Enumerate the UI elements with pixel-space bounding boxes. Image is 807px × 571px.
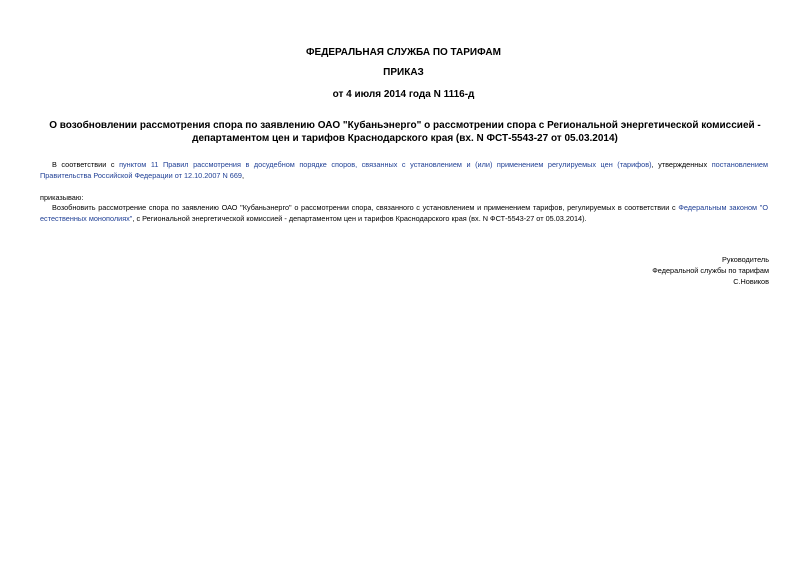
- paragraph-order-word: приказываю:: [40, 193, 84, 202]
- paragraph-order: [40, 203, 768, 224]
- paragraph-text: В соответствии с: [52, 160, 120, 169]
- paragraph-text: Возобновить рассмотрение спора по заявлению ОАО "Кубаньэнерго" о рассмотрении спора, связанного с установлением и применением тарифов, регулируемых в соответствии с: [52, 203, 679, 212]
- document-date-line: от 4 июля 2014 года N 1116-д: [332, 89, 475, 100]
- paragraph-text: , с Региональной энергетической комиссией - департаментом цен и тарифов Краснодарского края (вх. N ФСТ-5543-27 от 05.03.2014).: [132, 213, 587, 223]
- document-type-heading: ПРИКАЗ: [383, 67, 424, 78]
- organization-heading: ФЕДЕРАЛЬНАЯ СЛУЖБА ПО ТАРИФАМ: [306, 47, 501, 58]
- federal-law-link[interactable]: Федеральным законом "О естественных монополиях": [40, 203, 768, 223]
- signature-position: Руководитель: [721, 255, 769, 264]
- paragraph-basis: [40, 160, 768, 181]
- rules-link[interactable]: пунктом 11 Правил рассмотрения в досудебном порядке споров, связанных с установлением и (или) применением регулируемых цен (тарифов): [119, 160, 652, 169]
- paragraph-text: ,: [241, 170, 245, 180]
- document-title: О возобновлении рассмотрения спора по заявлению ОАО "Кубаньэнерго" о рассмотрении спора с Региональной энергетической комиссией - департаментом цен и тарифов Краснодарского края (вх. N ФСТ-5543-27 от 05.03.2014): [49, 120, 761, 144]
- signature-name: С.Новиков: [733, 277, 769, 286]
- government-decree-link[interactable]: постановлением Правительства Российской Федерации от 12.10.2007 N 669: [40, 160, 768, 180]
- paragraph-text: , утвержденных: [651, 160, 712, 169]
- signature-agency: Федеральной службы по тарифам: [652, 266, 769, 275]
